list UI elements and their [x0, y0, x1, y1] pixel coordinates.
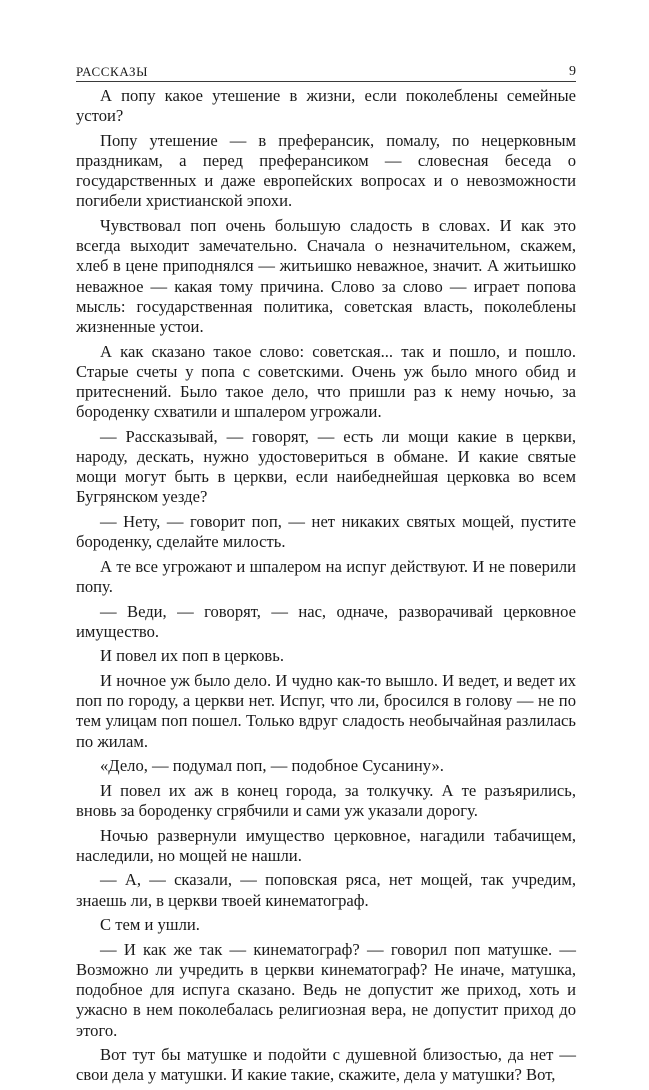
- section-title: РАССКАЗЫ: [76, 64, 149, 79]
- body-text: [76, 86, 576, 1090]
- paragraph: И повел их поп в церковь.: [100, 646, 284, 666]
- paragraph: — Рассказывай, — говорят, — есть ли мощи какие в церкви, народу, дескать, нужно удостовериться в обмане. И какие святые мощи могут быть в церкви, если наибеднейшая церковка во всем Бугрянском уезде?: [76, 426, 576, 507]
- paragraph: И ночное уж было дело. И чудно как-то вышло. И ведет, и ведет их поп по городу, а церкви нет. Испуг, что ли, бросился в голову — не по тем улицам поп пошел. Только вдруг сладость необычайная разлилась по жилам.: [76, 671, 576, 751]
- paragraph: — Веди, — говорят, — нас, одначе, разворачивай церковное имущество.: [76, 601, 576, 641]
- paragraph: — И как же так — кинематограф? — говорил поп матушке. — Возможно ли учредить в церкви кинематограф? Не иначе, матушка, подобное для испуга сказано. Ведь не допустит же приход, хоть и ужасно в нем поколебалась религиозная вера, не допустит приход до этого.: [76, 939, 576, 1040]
- paragraph: Вот тут бы матушке и подойти с душевной близостью, да нет — свои дела у матушки. И какие такие, скажите, дела у матушки? Вот,: [76, 1045, 576, 1085]
- header-rule: [76, 81, 576, 82]
- paragraph: — Нету, — говорит поп, — нет никаких святых мощей, пустите бороденку, сделайте милость.: [76, 512, 576, 552]
- page-number: 9: [569, 64, 576, 79]
- running-header: [76, 60, 576, 80]
- paragraph: Ночью развернули имущество церковное, нагадили табачищем, наследили, но мощей не нашли.: [76, 825, 576, 865]
- paragraph: А те все угрожают и шпалером на испуг действуют. И не поверили попу.: [76, 556, 576, 597]
- paragraph: А попу какое утешение в жизни, если поколеблены семейные устои?: [76, 86, 576, 126]
- paragraph: С тем и ушли.: [100, 915, 200, 935]
- paragraph: Чувствовал поп очень большую сладость в словах. И как это всегда выходит замечательно. Сначала о незначительном, скажем, хлеб в цене приподнялся — житьишко неважное, значит. А житьишко неважное — какая тому причина. Слово за слово — играет попова мысль: государственная политика, советская власть, поколеблены жизненные устои.: [76, 216, 576, 337]
- paragraph: «Дело, — подумал поп, — подобное Сусанину».: [100, 756, 444, 776]
- paragraph: — А, — сказали, — поповская ряса, нет мощей, так учредим, знаешь ли, в церкви твоей кинематограф.: [76, 870, 576, 910]
- paragraph: И повел их аж в конец города, за толкучку. А те разъярились, вновь за бороденку сгрябчили и сами уж указали дорогу.: [76, 780, 576, 820]
- paragraph: А как сказано такое слово: советская... так и пошло, и пошло. Старые счеты у попа с советскими. Очень уж было много обид и притеснений. Было такое дело, что пришли раз к нему ночью, за бороденку схватили и шпалером угрожали.: [76, 341, 576, 422]
- paragraph: Попу утешение — в преферансик, помалу, по нецерковным праздникам, а перед преферансиком — словесная беседа о государственных и даже европейских вопросах и о невозможности погибели христианской эпохи.: [76, 130, 576, 211]
